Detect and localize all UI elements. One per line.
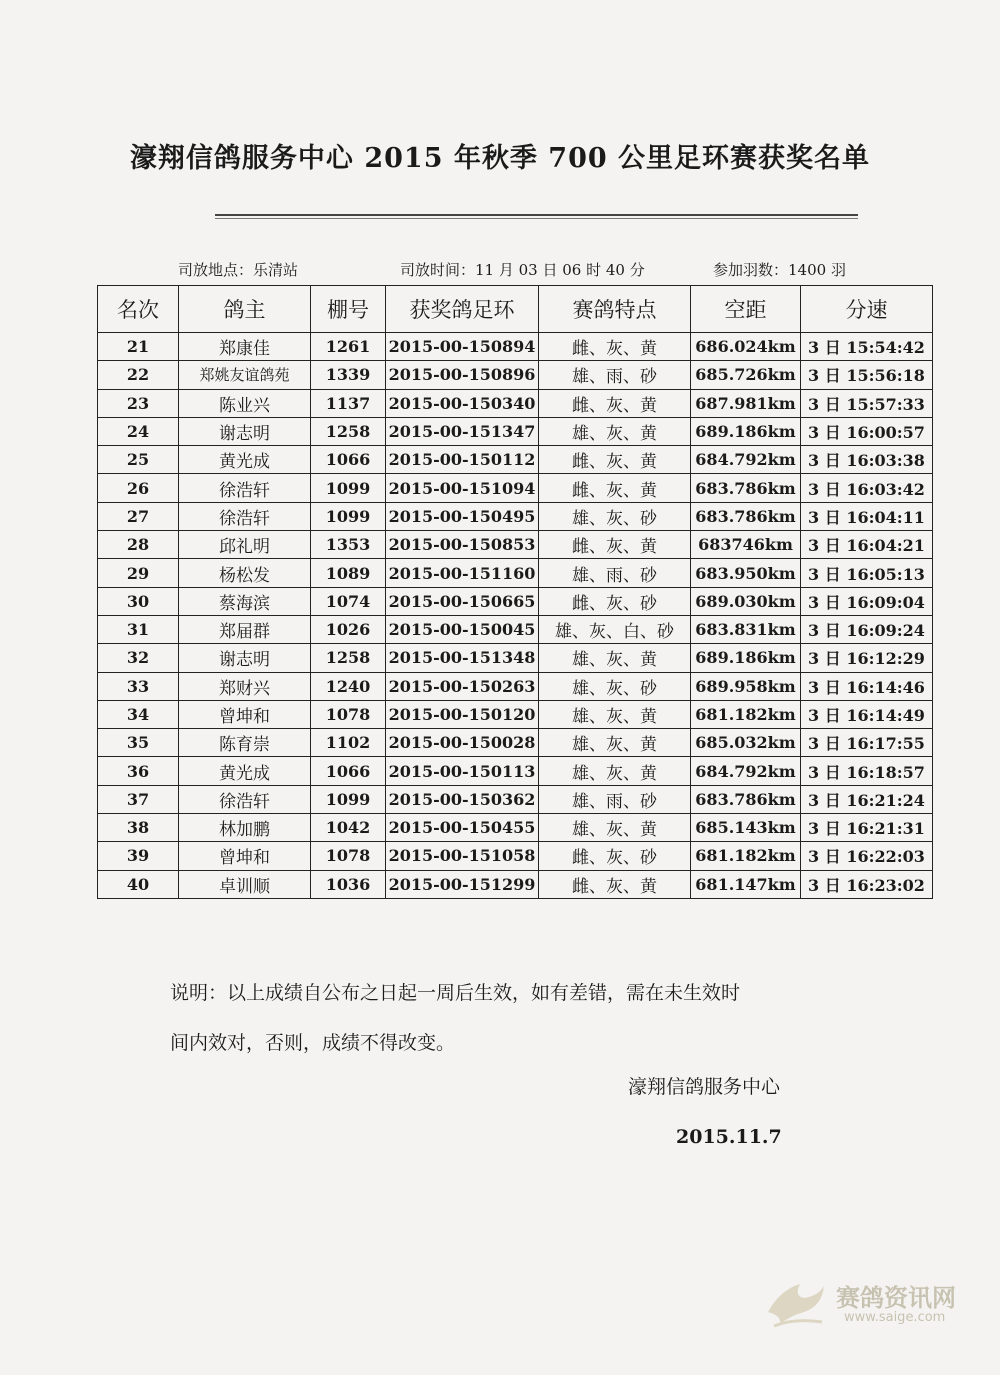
note-line: 说明：以上成绩自公布之日起一周后生效，如有差错，需在未生效时 xyxy=(170,982,741,1004)
table-row xyxy=(98,700,933,728)
cell-ring-number: 2015-00-150263 xyxy=(386,672,539,700)
cell-rank: 26 xyxy=(98,474,179,502)
cell-rank: 23 xyxy=(98,389,179,417)
cell-ring-number: 2015-00-150113 xyxy=(386,757,539,785)
cell-owner: 谢志明 xyxy=(179,417,311,445)
cell-distance: 683.786km xyxy=(691,474,801,502)
table-row xyxy=(98,502,933,530)
cell-pigeon-features: 雌、灰、砂 xyxy=(539,842,691,870)
cell-pigeon-features: 雌、灰、黄 xyxy=(539,333,691,361)
cell-owner: 卓训顺 xyxy=(179,870,311,898)
cell-speed: 3 日 16:18:57 xyxy=(801,757,933,785)
cell-pigeon-features: 雄、灰、黄 xyxy=(539,757,691,785)
cell-owner: 徐浩轩 xyxy=(179,502,311,530)
note-block xyxy=(170,968,890,1068)
cell-owner: 曾坤和 xyxy=(179,700,311,728)
cell-owner: 杨松发 xyxy=(179,559,311,587)
cell-ring-number: 2015-00-151094 xyxy=(386,474,539,502)
cell-rank: 21 xyxy=(98,333,179,361)
cell-pigeon-features: 雄、灰、黄 xyxy=(539,417,691,445)
cell-loft-number: 1102 xyxy=(311,729,386,757)
cell-ring-number: 2015-00-150894 xyxy=(386,333,539,361)
cell-loft-number: 1074 xyxy=(311,587,386,615)
cell-ring-number: 2015-00-151058 xyxy=(386,842,539,870)
signature-date: 2015.11.7 xyxy=(676,1126,782,1148)
cell-loft-number: 1099 xyxy=(311,785,386,813)
cell-ring-number: 2015-00-151160 xyxy=(386,559,539,587)
header-rank: 名次 xyxy=(98,286,179,333)
cell-pigeon-features: 雄、雨、砂 xyxy=(539,785,691,813)
cell-rank: 37 xyxy=(98,785,179,813)
cell-pigeon-features: 雌、灰、黄 xyxy=(539,531,691,559)
cell-distance: 683.831km xyxy=(691,615,801,643)
cell-distance: 683.950km xyxy=(691,559,801,587)
cell-loft-number: 1099 xyxy=(311,502,386,530)
cell-speed: 3 日 16:03:42 xyxy=(801,474,933,502)
watermark xyxy=(760,1272,970,1332)
cell-rank: 24 xyxy=(98,417,179,445)
cell-distance: 684.792km xyxy=(691,757,801,785)
table-row xyxy=(98,615,933,643)
cell-rank: 27 xyxy=(98,502,179,530)
cell-rank: 22 xyxy=(98,361,179,389)
cell-ring-number: 2015-00-150120 xyxy=(386,700,539,728)
cell-pigeon-features: 雌、灰、砂 xyxy=(539,587,691,615)
cell-pigeon-features: 雄、灰、黄 xyxy=(539,644,691,672)
cell-loft-number: 1066 xyxy=(311,757,386,785)
cell-owner: 邱礼明 xyxy=(179,531,311,559)
cell-owner: 黄光成 xyxy=(179,757,311,785)
table-row xyxy=(98,842,933,870)
cell-speed: 3 日 15:56:18 xyxy=(801,361,933,389)
cell-rank: 35 xyxy=(98,729,179,757)
release-time: 司放时间：11 月 03 日 06 时 40 分 xyxy=(400,261,645,279)
cell-speed: 3 日 16:03:38 xyxy=(801,446,933,474)
cell-owner: 黄光成 xyxy=(179,446,311,474)
cell-distance: 683.786km xyxy=(691,785,801,813)
cell-loft-number: 1089 xyxy=(311,559,386,587)
cell-ring-number: 2015-00-150340 xyxy=(386,389,539,417)
watermark-url: www.saige.com xyxy=(844,1310,946,1325)
cell-distance: 683.786km xyxy=(691,502,801,530)
cell-distance: 689.186km xyxy=(691,417,801,445)
cell-pigeon-features: 雌、灰、黄 xyxy=(539,870,691,898)
cell-owner: 徐浩轩 xyxy=(179,785,311,813)
cell-speed: 3 日 16:05:13 xyxy=(801,559,933,587)
cell-loft-number: 1261 xyxy=(311,333,386,361)
cell-loft-number: 1066 xyxy=(311,446,386,474)
cell-owner: 郑届群 xyxy=(179,615,311,643)
header-owner: 鸽主 xyxy=(179,286,311,333)
cell-speed: 3 日 16:17:55 xyxy=(801,729,933,757)
header-ring-number: 获奖鸽足环 xyxy=(386,286,539,333)
cell-distance: 689.958km xyxy=(691,672,801,700)
cell-ring-number: 2015-00-150362 xyxy=(386,785,539,813)
header-pigeon-features: 赛鸽特点 xyxy=(539,286,691,333)
cell-loft-number: 1258 xyxy=(311,417,386,445)
cell-pigeon-features: 雄、灰、砂 xyxy=(539,502,691,530)
title-divider xyxy=(215,214,858,219)
cell-speed: 3 日 16:00:57 xyxy=(801,417,933,445)
cell-distance: 687.981km xyxy=(691,389,801,417)
cell-distance: 685.143km xyxy=(691,814,801,842)
cell-rank: 32 xyxy=(98,644,179,672)
cell-ring-number: 2015-00-151347 xyxy=(386,417,539,445)
cell-rank: 31 xyxy=(98,615,179,643)
cell-rank: 40 xyxy=(98,870,179,898)
cell-rank: 34 xyxy=(98,700,179,728)
cell-speed: 3 日 16:21:24 xyxy=(801,785,933,813)
cell-loft-number: 1240 xyxy=(311,672,386,700)
pigeon-logo-icon xyxy=(760,1272,830,1332)
table-row xyxy=(98,644,933,672)
cell-loft-number: 1258 xyxy=(311,644,386,672)
cell-ring-number: 2015-00-150045 xyxy=(386,615,539,643)
cell-ring-number: 2015-00-150028 xyxy=(386,729,539,757)
cell-owner: 蔡海滨 xyxy=(179,587,311,615)
cell-ring-number: 2015-00-151348 xyxy=(386,644,539,672)
cell-loft-number: 1137 xyxy=(311,389,386,417)
cell-pigeon-features: 雄、灰、砂 xyxy=(539,672,691,700)
cell-owner: 谢志明 xyxy=(179,644,311,672)
table-row xyxy=(98,587,933,615)
cell-owner: 陈业兴 xyxy=(179,389,311,417)
results-body xyxy=(98,333,933,899)
signature-organization: 濠翔信鸽服务中心 xyxy=(628,1076,781,1098)
header-loft-number: 棚号 xyxy=(311,286,386,333)
header-distance: 空距 xyxy=(691,286,801,333)
cell-distance: 681.182km xyxy=(691,700,801,728)
table-row xyxy=(98,757,933,785)
cell-distance: 685.032km xyxy=(691,729,801,757)
cell-speed: 3 日 16:09:24 xyxy=(801,615,933,643)
cell-owner: 陈育崇 xyxy=(179,729,311,757)
cell-pigeon-features: 雄、灰、黄 xyxy=(539,814,691,842)
cell-loft-number: 1078 xyxy=(311,842,386,870)
cell-pigeon-features: 雄、灰、白、砂 xyxy=(539,615,691,643)
cell-rank: 33 xyxy=(98,672,179,700)
cell-pigeon-features: 雌、灰、黄 xyxy=(539,474,691,502)
cell-pigeon-features: 雌、灰、黄 xyxy=(539,446,691,474)
cell-rank: 36 xyxy=(98,757,179,785)
cell-pigeon-features: 雄、雨、砂 xyxy=(539,361,691,389)
cell-speed: 3 日 16:14:46 xyxy=(801,672,933,700)
cell-speed: 3 日 16:22:03 xyxy=(801,842,933,870)
release-place: 司放地点：乐清站 xyxy=(178,261,299,279)
cell-speed: 3 日 16:23:02 xyxy=(801,870,933,898)
cell-distance: 681.182km xyxy=(691,842,801,870)
document-title: 濠翔信鸽服务中心 2015 年秋季 700 公里足环赛获奖名单 xyxy=(129,143,871,174)
cell-distance: 683746km xyxy=(691,531,801,559)
entry-count: 参加羽数：1400 羽 xyxy=(713,261,846,279)
cell-speed: 3 日 15:54:42 xyxy=(801,333,933,361)
cell-rank: 25 xyxy=(98,446,179,474)
table-row xyxy=(98,729,933,757)
cell-loft-number: 1026 xyxy=(311,615,386,643)
cell-distance: 684.792km xyxy=(691,446,801,474)
table-row xyxy=(98,531,933,559)
cell-loft-number: 1339 xyxy=(311,361,386,389)
table-row xyxy=(98,672,933,700)
cell-owner: 曾坤和 xyxy=(179,842,311,870)
table-row xyxy=(98,559,933,587)
results-table xyxy=(97,285,933,899)
table-row xyxy=(98,361,933,389)
cell-pigeon-features: 雄、灰、黄 xyxy=(539,700,691,728)
cell-ring-number: 2015-00-150896 xyxy=(386,361,539,389)
table-row xyxy=(98,785,933,813)
cell-ring-number: 2015-00-150112 xyxy=(386,446,539,474)
note-line: 间内效对，否则，成绩不得改变。 xyxy=(170,1032,456,1054)
cell-speed: 3 日 15:57:33 xyxy=(801,389,933,417)
cell-rank: 38 xyxy=(98,814,179,842)
cell-loft-number: 1036 xyxy=(311,870,386,898)
table-header-row xyxy=(98,286,933,333)
cell-distance: 681.147km xyxy=(691,870,801,898)
cell-rank: 29 xyxy=(98,559,179,587)
cell-pigeon-features: 雄、灰、黄 xyxy=(539,729,691,757)
cell-ring-number: 2015-00-150853 xyxy=(386,531,539,559)
table-row xyxy=(98,389,933,417)
cell-rank: 28 xyxy=(98,531,179,559)
table-row xyxy=(98,814,933,842)
cell-speed: 3 日 16:04:21 xyxy=(801,531,933,559)
cell-speed: 3 日 16:14:49 xyxy=(801,700,933,728)
cell-speed: 3 日 16:09:04 xyxy=(801,587,933,615)
cell-distance: 686.024km xyxy=(691,333,801,361)
table-row xyxy=(98,474,933,502)
cell-ring-number: 2015-00-150665 xyxy=(386,587,539,615)
cell-loft-number: 1099 xyxy=(311,474,386,502)
cell-owner: 郑康佳 xyxy=(179,333,311,361)
cell-speed: 3 日 16:04:11 xyxy=(801,502,933,530)
cell-pigeon-features: 雄、雨、砂 xyxy=(539,559,691,587)
header-speed: 分速 xyxy=(801,286,933,333)
cell-rank: 39 xyxy=(98,842,179,870)
table-row xyxy=(98,333,933,361)
cell-speed: 3 日 16:21:31 xyxy=(801,814,933,842)
cell-ring-number: 2015-00-150495 xyxy=(386,502,539,530)
cell-speed: 3 日 16:12:29 xyxy=(801,644,933,672)
cell-distance: 689.186km xyxy=(691,644,801,672)
cell-ring-number: 2015-00-150455 xyxy=(386,814,539,842)
cell-loft-number: 1353 xyxy=(311,531,386,559)
table-row xyxy=(98,870,933,898)
table-row xyxy=(98,446,933,474)
table-row xyxy=(98,417,933,445)
cell-owner: 郑财兴 xyxy=(179,672,311,700)
cell-ring-number: 2015-00-151299 xyxy=(386,870,539,898)
cell-owner: 徐浩轩 xyxy=(179,474,311,502)
cell-loft-number: 1042 xyxy=(311,814,386,842)
cell-loft-number: 1078 xyxy=(311,700,386,728)
cell-owner: 林加鹏 xyxy=(179,814,311,842)
cell-distance: 685.726km xyxy=(691,361,801,389)
cell-owner: 郑姚友谊鸽苑 xyxy=(179,361,311,389)
cell-pigeon-features: 雌、灰、黄 xyxy=(539,389,691,417)
cell-distance: 689.030km xyxy=(691,587,801,615)
watermark-name: 赛鸽资讯网 xyxy=(836,1284,956,1312)
cell-rank: 30 xyxy=(98,587,179,615)
